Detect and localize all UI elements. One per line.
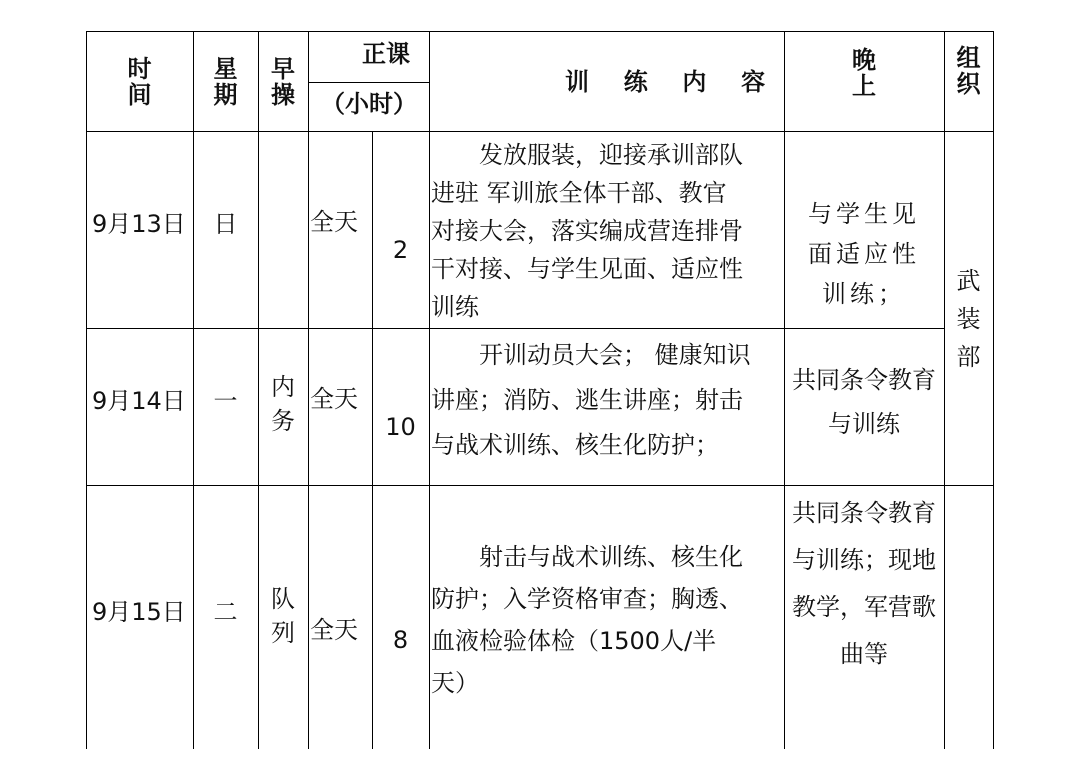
row1-period: 全天 [310, 208, 358, 236]
header-content: 训 练 内 容 [565, 68, 772, 96]
row3-evening: 共同条令教育 与训练；现地 教学，军营歌 曲等 [792, 499, 936, 668]
header-evening: 晚 上 [852, 46, 876, 100]
row1-hours: 2 [392, 236, 409, 264]
col-line-3 [308, 31, 309, 749]
col-line-5 [429, 31, 430, 749]
row1-content: 发放服装，迎接承训部队 进驻 军训旅全体干部、教官 对接大会，落实编成营连排骨 干对接、与学生见面、适应性 训练 [431, 141, 743, 321]
row2-weekday: 一 [213, 387, 238, 415]
row-line-1 [86, 131, 993, 132]
row2-date: 9月14日 [92, 387, 186, 415]
header-weekday: 星 期 [213, 55, 238, 109]
col-line-8 [993, 31, 994, 749]
row3-content: 射击与战术训练、核生化 防护；入学资格审查；胸透、 血液检验体检（1500人/半 天） [431, 543, 743, 697]
col-line-7 [944, 31, 945, 749]
row1-date: 9月13日 [92, 210, 186, 238]
row2-content: 开训动员大会； 健康知识 讲座；消防、逃生讲座；射击 与战术训练、核生化防护； [431, 341, 751, 459]
table-border-top [86, 31, 993, 32]
row3-date: 9月15日 [92, 598, 186, 626]
row3-period: 全天 [310, 616, 358, 644]
row1-weekday: 日 [213, 210, 238, 238]
row3-morning: 队 列 [271, 585, 295, 647]
header-org: 组 织 [956, 44, 981, 98]
row2-morning: 内 务 [271, 373, 295, 435]
row-line-3 [86, 485, 993, 486]
header-date: 时 间 [127, 55, 152, 109]
org-value: 武 装 部 [956, 267, 981, 371]
row3-hours: 8 [392, 626, 409, 654]
header-morning: 早 操 [271, 55, 295, 109]
row2-evening: 共同条令教育 与训练 [792, 366, 936, 438]
row3-weekday: 二 [213, 598, 238, 626]
col-line-4 [372, 131, 373, 749]
header-split-line [309, 82, 429, 83]
header-class-unit: （小时） [321, 90, 417, 118]
header-class-title: 正课 [362, 40, 410, 68]
row-line-2 [86, 328, 945, 329]
row2-period: 全天 [310, 385, 358, 413]
col-line-0 [86, 31, 87, 749]
row1-evening: 与学生见 面适应性 训练； [808, 200, 920, 308]
row2-hours: 10 [385, 413, 416, 441]
